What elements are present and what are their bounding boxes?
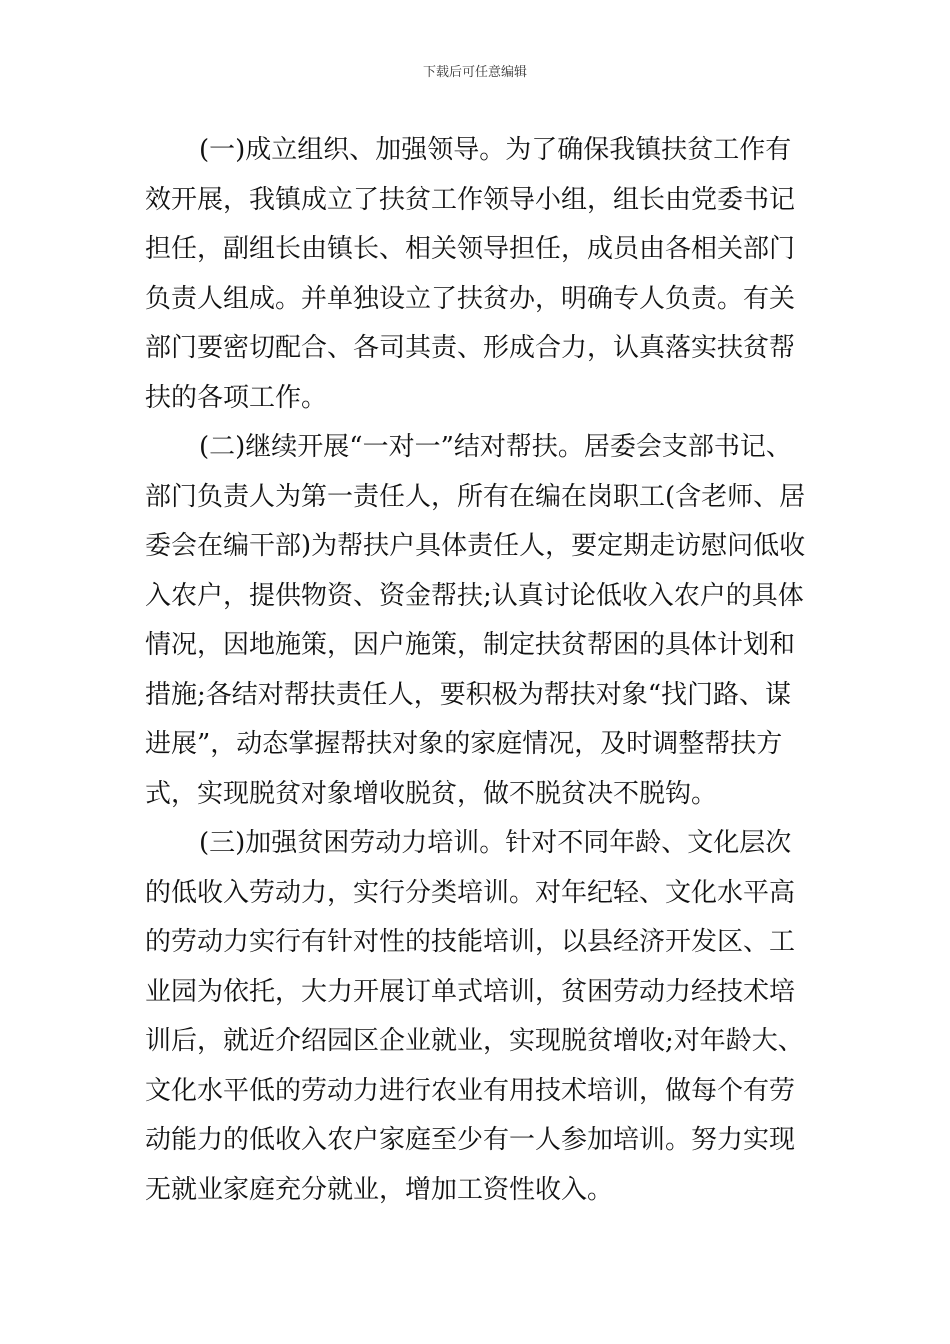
text-line: (二)继续开展“一对一”结对帮扶。居委会支部书记、 xyxy=(199,432,792,462)
text-line: (三)加强贫困劳动力培训。针对不同年龄、文化层次 xyxy=(199,828,792,858)
paragraph-3 xyxy=(145,819,815,1215)
text-line: 进展”，动态掌握帮扶对象的家庭情况，及时调整帮扶方 xyxy=(145,729,783,759)
text-line: 效开展，我镇成立了扶贫工作领导小组，组长由党委书记 xyxy=(145,184,796,215)
text-line: 文化水平低的劳动力进行农业有用技术培训，做每个有劳 xyxy=(145,1075,796,1106)
text-line: 动能力的低收入农户家庭至少有一人参加培训。努力实现 xyxy=(145,1125,796,1155)
text-line: (一)成立组织、加强领导。为了确保我镇扶贫工作有 xyxy=(199,135,792,165)
text-line: 委会在编干部)为帮扶户具体责任人，要定期走访慰问低收 xyxy=(145,531,806,561)
paragraph-2 xyxy=(145,423,815,819)
text-line: 的低收入劳动力，实行分类培训。对年纪轻、文化水平高 xyxy=(145,877,796,908)
text-line: 扶的各项工作。 xyxy=(145,382,328,413)
text-line: 的劳动力实行有针对性的技能培训，以县经济开发区、工 xyxy=(145,927,796,957)
text-line: 部门要密切配合、各司其责、形成合力，认真落实扶贫帮 xyxy=(145,333,796,363)
text-line: 情况，因地施策，因户施策，制定扶贫帮困的具体计划和 xyxy=(145,630,796,660)
text-line: 无就业家庭充分就业，增加工资性收入。 xyxy=(145,1174,614,1205)
text-line: 担任，副组长由镇长、相关领导担任，成员由各相关部门 xyxy=(145,234,796,264)
text-line: 业园为依托，大力开展订单式培训，贫困劳动力经技术培 xyxy=(145,976,796,1007)
document-body xyxy=(145,126,815,1215)
text-line: 式，实现脱贫对象增收脱贫，做不脱贫决不脱钩。 xyxy=(145,778,718,809)
page-header: 下载后可任意编辑 xyxy=(422,65,527,80)
text-line: 入农户，提供物资、资金帮扶;认真讨论低收入农户的具体 xyxy=(145,580,804,611)
text-line: 负责人组成。并单独设立了扶贫办，明确专人负责。有关 xyxy=(145,283,796,314)
text-line: 措施;各结对帮扶责任人，要积极为帮扶对象“找门路、谋 xyxy=(145,679,792,710)
paragraph-1 xyxy=(145,126,815,423)
text-line: 部门负责人为第一责任人，所有在编在岗职工(含老师、居 xyxy=(145,481,806,512)
text-line: 训后，就近介绍园区企业就业，实现脱贫增收;对年龄大、 xyxy=(145,1026,804,1056)
